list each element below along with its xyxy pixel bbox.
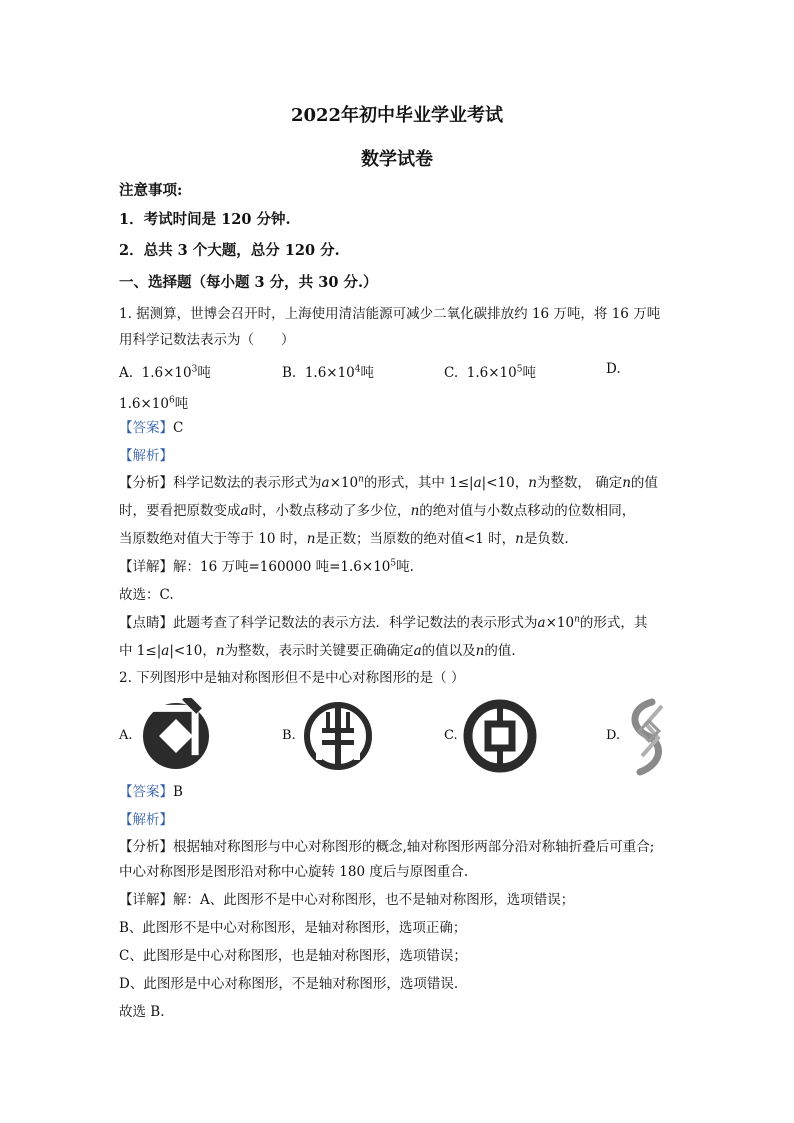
q2-fenxi-line2: 中心对称图形是图形沿对称中心旋转 180 度后与原图重合. — [119, 864, 469, 880]
q1-dianjing-line1: 【点睛】此题考查了科学记数法的表示方法．科学记数法的表示形式为$a\times 10^n$的形式，其 — [119, 614, 648, 631]
q2-label-b: B. — [282, 728, 296, 743]
q1-dianjing-line2: 中 1≤|a|<10，n为整数，表示时关键要正确确定a的值以及n的值. — [119, 643, 516, 659]
q1-guxuan: 故选：C. — [119, 587, 174, 603]
q2-label-c: C. — [444, 728, 458, 743]
q2-xiangjie-d: D、此图形是中心对称图形，不是轴对称图形，选项错误. — [119, 976, 459, 992]
q2-fenxi-line1: 【分析】根据轴对称图形与中心对称图形的概念,轴对称图形两部分沿对称轴折叠后可重合; — [119, 839, 655, 855]
q2-xiangjie-a: 【详解】解：A、此图形不是中心对称图形，也不是轴对称图形，选项错误； — [119, 892, 575, 908]
q1-fenxi-line3: 当原数绝对值大于等于 10 时，n是正数；当原数的绝对值<1 时，n是负数. — [119, 531, 569, 547]
q1-fenxi-line2: 时，要看把原数变成a时，小数点移动了多少位，n的绝对值与小数点移动的位数相同， — [119, 503, 636, 519]
q1-analysis-tag: 【解析】 — [119, 448, 173, 464]
notice-item-2: 2．总共 3 个大题，总分 120 分. — [119, 242, 340, 259]
q1-xiangjie: 【详解】解：16 万吨=160000 吨$=1.6\times 10^5$吨. — [119, 558, 414, 575]
q1-stem-line1: 1. 据测算，世博会召开时，上海使用清洁能源可减少二氧化碳排放约 16 万吨，将 16 万吨 — [119, 306, 661, 322]
q2-xiangjie-c: C、此图形是中心对称图形，也是轴对称图形，选项错误； — [119, 948, 467, 964]
q2-label-d: D. — [606, 728, 621, 743]
q1-option-b: B. $1.6\times 10^4$吨 — [282, 364, 375, 381]
q1-stem-line2: 用科学记数法表示为（ ） — [119, 332, 295, 348]
q1-option-a: A. $1.6\times 10^3$吨 — [119, 364, 211, 381]
answer-tag: 【答案】 — [119, 420, 173, 436]
q1-answer: 【答案】C — [119, 420, 184, 436]
q2-stem: 2. 下列图形中是轴对称图形但不是中心对称图形的是（ ） — [119, 670, 465, 686]
section-heading: 一、选择题（每小题 3 分，共 30 分.） — [119, 274, 378, 291]
notice-item-1: 1．考试时间是 120 分钟. — [119, 211, 291, 228]
q1-fenxi-line1: 【分析】科学记数法的表示形式为$a\times 10^n$的形式，其中 1≤|a|<10，n为整数， 确定n的值 — [119, 474, 658, 491]
exam-subtitle: 数学试卷 — [361, 149, 433, 170]
q2-answer: 【答案】B — [119, 784, 183, 800]
figure-a-logo-icon — [138, 698, 214, 774]
figure-c-coin-icon — [462, 698, 538, 774]
q1-option-c: C. $1.6\times 10^5$吨 — [444, 364, 536, 381]
answer-tag: 【答案】 — [119, 784, 173, 800]
q2-label-a: A. — [119, 728, 133, 743]
figure-b-logo-icon — [300, 698, 376, 774]
exam-title: 2022年初中毕业学业考试 — [290, 105, 504, 126]
q1-option-d: $1.6\times 10^6$吨 — [119, 395, 189, 412]
q2-xiangjie-b: B、此图形不是中心对称图形，是轴对称图形，选项正确； — [119, 920, 467, 936]
notice-heading: 注意事项: — [119, 182, 183, 199]
q2-guxuan: 故选 B. — [119, 1004, 165, 1020]
q1-option-d-label: D. — [606, 361, 621, 377]
figure-d-logo-icon — [618, 698, 680, 778]
q2-analysis-tag: 【解析】 — [119, 812, 173, 828]
